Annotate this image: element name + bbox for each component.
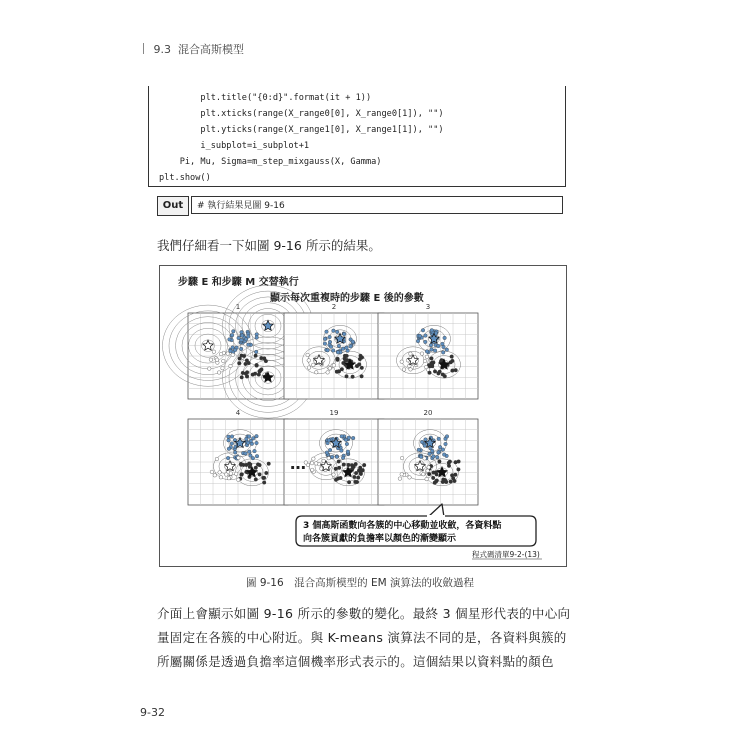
- data-point: [437, 344, 441, 348]
- data-point: [422, 472, 426, 476]
- data-point: [329, 345, 333, 349]
- data-point: [443, 336, 447, 340]
- data-point: [435, 473, 439, 477]
- data-point: [426, 469, 430, 473]
- data-point: [248, 465, 252, 469]
- data-point: [436, 455, 440, 459]
- data-point: [307, 359, 311, 363]
- data-point: [247, 343, 251, 347]
- data-point: [239, 347, 243, 351]
- panel-title: 2: [331, 303, 337, 311]
- data-point: [244, 337, 248, 341]
- data-point: [326, 371, 330, 375]
- data-point: [233, 451, 237, 455]
- data-point: [237, 456, 241, 460]
- data-point: [416, 339, 420, 343]
- data-point: [254, 350, 258, 354]
- ellipsis: …: [290, 454, 306, 473]
- callout-line-2: 向各簇貢獻的負擔率以顏色的漸變顯示: [303, 534, 457, 544]
- data-point: [262, 481, 266, 485]
- data-point: [335, 455, 339, 459]
- section-number: 9.3: [153, 43, 171, 56]
- data-point: [219, 476, 223, 480]
- data-point: [423, 444, 427, 448]
- data-point: [337, 460, 341, 464]
- data-point: [423, 359, 427, 363]
- data-point: [255, 441, 259, 445]
- data-point: [398, 477, 402, 481]
- data-point: [254, 466, 258, 470]
- data-point: [425, 350, 429, 354]
- data-point: [225, 473, 229, 477]
- data-point: [323, 337, 327, 341]
- scatter-panel-4: [188, 409, 288, 505]
- data-point: [226, 456, 230, 460]
- intro-paragraph: 我們仔細看一下如圖 9-16 所示的結果。: [157, 238, 381, 253]
- output-row: [157, 196, 563, 216]
- data-point: [442, 453, 446, 457]
- data-point: [332, 473, 336, 477]
- data-point: [239, 462, 243, 466]
- data-point: [431, 476, 435, 480]
- data-point: [400, 473, 404, 477]
- data-point: [408, 476, 412, 480]
- data-point: [306, 353, 310, 357]
- header-divider: [143, 43, 144, 54]
- panel-title: 20: [423, 409, 433, 417]
- data-point: [430, 348, 434, 352]
- code-line: plt.yticks(range(X_range1[0], X_range1[1]), ""): [159, 125, 444, 135]
- data-point: [237, 361, 241, 365]
- data-point: [255, 454, 259, 458]
- data-point: [247, 361, 251, 365]
- data-point: [417, 448, 421, 452]
- data-point: [441, 373, 445, 377]
- scatter-panel-3: [378, 303, 478, 399]
- data-point: [247, 435, 251, 439]
- data-point: [240, 330, 244, 334]
- callout: [296, 504, 536, 546]
- data-point: [358, 469, 362, 473]
- data-point: [340, 435, 344, 439]
- data-point: [441, 351, 445, 355]
- data-point: [230, 435, 234, 439]
- data-point: [262, 476, 266, 480]
- figure-caption: 圖 9-16 混合高斯模型的 EM 演算法的收斂過程: [246, 577, 475, 589]
- data-point: [438, 460, 442, 464]
- data-point: [409, 352, 413, 356]
- data-point: [212, 350, 216, 354]
- data-point: [240, 334, 244, 338]
- data-point: [320, 467, 324, 471]
- data-point: [310, 468, 314, 472]
- data-point: [433, 370, 437, 374]
- data-point: [351, 436, 355, 440]
- data-point: [360, 366, 364, 370]
- data-point: [336, 358, 340, 362]
- data-point: [347, 463, 351, 467]
- data-point: [359, 354, 363, 358]
- data-point: [334, 478, 338, 482]
- data-point: [337, 370, 341, 374]
- data-point: [424, 334, 428, 338]
- data-point: [356, 476, 360, 480]
- data-point: [314, 462, 318, 466]
- data-point: [234, 472, 238, 476]
- data-point: [222, 359, 226, 363]
- data-point: [445, 435, 449, 439]
- section-title: 混合高斯模型: [178, 43, 244, 56]
- code-line: plt.xticks(range(X_range0[0], X_range0[1]), ""): [159, 109, 444, 119]
- data-point: [325, 330, 329, 334]
- data-point: [328, 448, 332, 452]
- data-point: [438, 445, 442, 449]
- data-point: [347, 480, 351, 484]
- data-point: [310, 461, 314, 465]
- data-point: [353, 475, 357, 479]
- data-point: [430, 357, 434, 361]
- data-point: [433, 349, 437, 353]
- figure-heading-2: 顯示每次重複時的步驟 E 後的參數: [270, 293, 424, 304]
- data-point: [244, 362, 248, 366]
- data-point: [263, 357, 267, 361]
- body-line-1: 介面上會顯示如圖 9-16 所示的參數的變化。最終 3 個星形代表的中心向: [157, 606, 571, 621]
- data-point: [253, 372, 257, 376]
- data-point: [400, 360, 404, 364]
- data-point: [228, 338, 232, 342]
- data-point: [231, 353, 235, 357]
- data-point: [336, 351, 340, 355]
- data-point: [247, 450, 251, 454]
- data-point: [450, 355, 454, 359]
- data-point: [409, 368, 413, 372]
- page-number: 9-32: [140, 706, 165, 719]
- data-point: [420, 440, 424, 444]
- callout-line-1: 3 個高斯函數向各簇的中心移動並收斂，各資料點: [303, 521, 502, 531]
- panel-title: 1: [235, 303, 241, 311]
- data-point: [444, 442, 448, 446]
- data-point: [215, 457, 219, 461]
- data-point: [232, 330, 236, 334]
- code-line: Pi, Mu, Sigma=m_step_mixgauss(X, Gamma): [159, 157, 382, 167]
- data-point: [233, 348, 237, 352]
- data-point: [323, 342, 327, 346]
- scatter-panel-20: [378, 409, 478, 505]
- data-point: [322, 459, 326, 463]
- data-point: [345, 346, 349, 350]
- data-point: [442, 345, 446, 349]
- data-point: [454, 460, 458, 464]
- data-point: [327, 439, 331, 443]
- data-point: [255, 336, 259, 340]
- data-point: [428, 452, 432, 456]
- data-point: [337, 466, 341, 470]
- data-point: [437, 437, 441, 441]
- data-point: [327, 456, 331, 460]
- data-point: [247, 462, 251, 466]
- data-point: [229, 349, 233, 353]
- data-point: [215, 358, 219, 362]
- data-point: [400, 456, 404, 460]
- data-point: [255, 364, 259, 368]
- data-point: [254, 354, 258, 358]
- data-point: [427, 472, 431, 476]
- data-point: [219, 352, 223, 356]
- data-point: [335, 330, 339, 334]
- panel-title: 19: [329, 409, 339, 417]
- data-point: [345, 375, 349, 379]
- data-point: [457, 468, 461, 472]
- data-point: [251, 456, 255, 460]
- data-point: [449, 361, 453, 365]
- data-point: [341, 347, 345, 351]
- running-header: [143, 41, 244, 57]
- data-point: [244, 372, 248, 376]
- data-point: [226, 352, 230, 356]
- data-point: [341, 456, 345, 460]
- out-label: Out: [157, 196, 189, 216]
- data-point: [326, 349, 330, 353]
- data-point: [448, 460, 452, 464]
- data-point: [227, 476, 231, 480]
- data-point: [357, 363, 361, 367]
- data-point: [418, 334, 422, 338]
- data-point: [258, 473, 262, 477]
- data-point: [342, 463, 346, 467]
- data-point: [229, 472, 233, 476]
- data-point: [445, 348, 449, 352]
- panel-title: 3: [425, 303, 431, 311]
- data-point: [253, 449, 257, 453]
- data-point: [419, 455, 423, 459]
- data-point: [355, 480, 359, 484]
- listing-reference: 程式碼清單9-2-(13): [472, 550, 540, 559]
- data-point: [428, 365, 432, 369]
- data-point: [432, 455, 436, 459]
- data-point: [256, 463, 260, 467]
- data-point: [421, 329, 425, 333]
- figure-canvas: [160, 266, 566, 566]
- data-point: [257, 373, 261, 377]
- data-point: [229, 364, 233, 368]
- data-point: [434, 480, 438, 484]
- data-point: [315, 371, 319, 375]
- data-point: [325, 451, 329, 455]
- data-point: [362, 463, 366, 467]
- data-point: [208, 367, 212, 371]
- data-point: [328, 367, 332, 371]
- data-point: [240, 376, 244, 380]
- data-point: [423, 457, 427, 461]
- data-point: [237, 478, 241, 482]
- data-point: [334, 467, 338, 471]
- body-line-2: 量固定在各簇的中心附近。與 K-means 演算法不同的是，各資料與簇的: [157, 630, 567, 645]
- data-point: [249, 439, 253, 443]
- data-point: [213, 474, 217, 478]
- data-point: [427, 466, 431, 470]
- data-point: [360, 375, 364, 379]
- code-line: plt.title("{0:d}".format(it + 1)): [159, 93, 372, 103]
- data-point: [221, 366, 225, 370]
- scatter-panel-2: [284, 303, 384, 399]
- data-point: [265, 471, 269, 475]
- out-comment: # 執行結果見圖 9-16: [191, 196, 563, 214]
- data-point: [431, 449, 435, 453]
- code-block: [148, 86, 566, 187]
- data-point: [331, 455, 335, 459]
- data-point: [332, 364, 336, 368]
- data-point: [343, 357, 347, 361]
- data-point: [449, 480, 453, 484]
- data-point: [347, 436, 351, 440]
- code-line: plt.show(): [159, 173, 211, 183]
- data-point: [349, 345, 353, 349]
- body-line-3: 所屬關係是透過負擔率這個機率形式表示的。這個結果以資料點的顏色: [157, 654, 554, 669]
- data-point: [227, 435, 231, 439]
- data-point: [430, 329, 434, 333]
- data-point: [209, 358, 213, 362]
- data-point: [331, 349, 335, 353]
- data-point: [346, 450, 350, 454]
- data-point: [337, 344, 341, 348]
- code-line: i_subplot=i_subplot+1: [159, 141, 310, 151]
- data-point: [240, 338, 244, 342]
- data-point: [443, 478, 447, 482]
- data-point: [437, 451, 441, 455]
- data-point: [307, 366, 311, 370]
- data-point: [343, 332, 347, 336]
- data-point: [332, 329, 336, 333]
- data-point: [425, 477, 429, 481]
- data-point: [227, 447, 231, 451]
- data-point: [267, 462, 271, 466]
- figure-heading-1: 步驟 E 和步驟 M 交替執行: [178, 277, 299, 288]
- data-point: [217, 371, 221, 375]
- data-point: [438, 370, 442, 374]
- data-point: [240, 354, 244, 358]
- data-point: [454, 473, 458, 477]
- data-point: [354, 471, 358, 475]
- data-point: [244, 452, 248, 456]
- data-point: [240, 473, 244, 477]
- data-point: [451, 369, 455, 373]
- data-point: [447, 464, 451, 468]
- data-point: [351, 340, 355, 344]
- data-point: [402, 368, 406, 372]
- data-point: [230, 333, 234, 337]
- data-point: [210, 470, 214, 474]
- data-point: [328, 335, 332, 339]
- data-point: [424, 340, 428, 344]
- data-point: [255, 434, 259, 438]
- data-point: [230, 442, 234, 446]
- data-point: [454, 368, 458, 372]
- panel-title: 4: [235, 409, 241, 417]
- data-point: [425, 355, 429, 359]
- data-point: [424, 365, 428, 369]
- data-point: [227, 439, 231, 443]
- data-point: [258, 369, 262, 373]
- data-point: [345, 442, 349, 446]
- data-point: [254, 478, 258, 482]
- data-point: [352, 465, 356, 469]
- data-point: [312, 457, 316, 461]
- data-point: [218, 471, 222, 475]
- data-point: [312, 363, 316, 367]
- data-point: [450, 474, 454, 478]
- data-point: [351, 375, 355, 379]
- figure-box: [159, 265, 567, 567]
- data-point: [424, 438, 428, 442]
- data-point: [420, 352, 424, 356]
- data-point: [340, 449, 344, 453]
